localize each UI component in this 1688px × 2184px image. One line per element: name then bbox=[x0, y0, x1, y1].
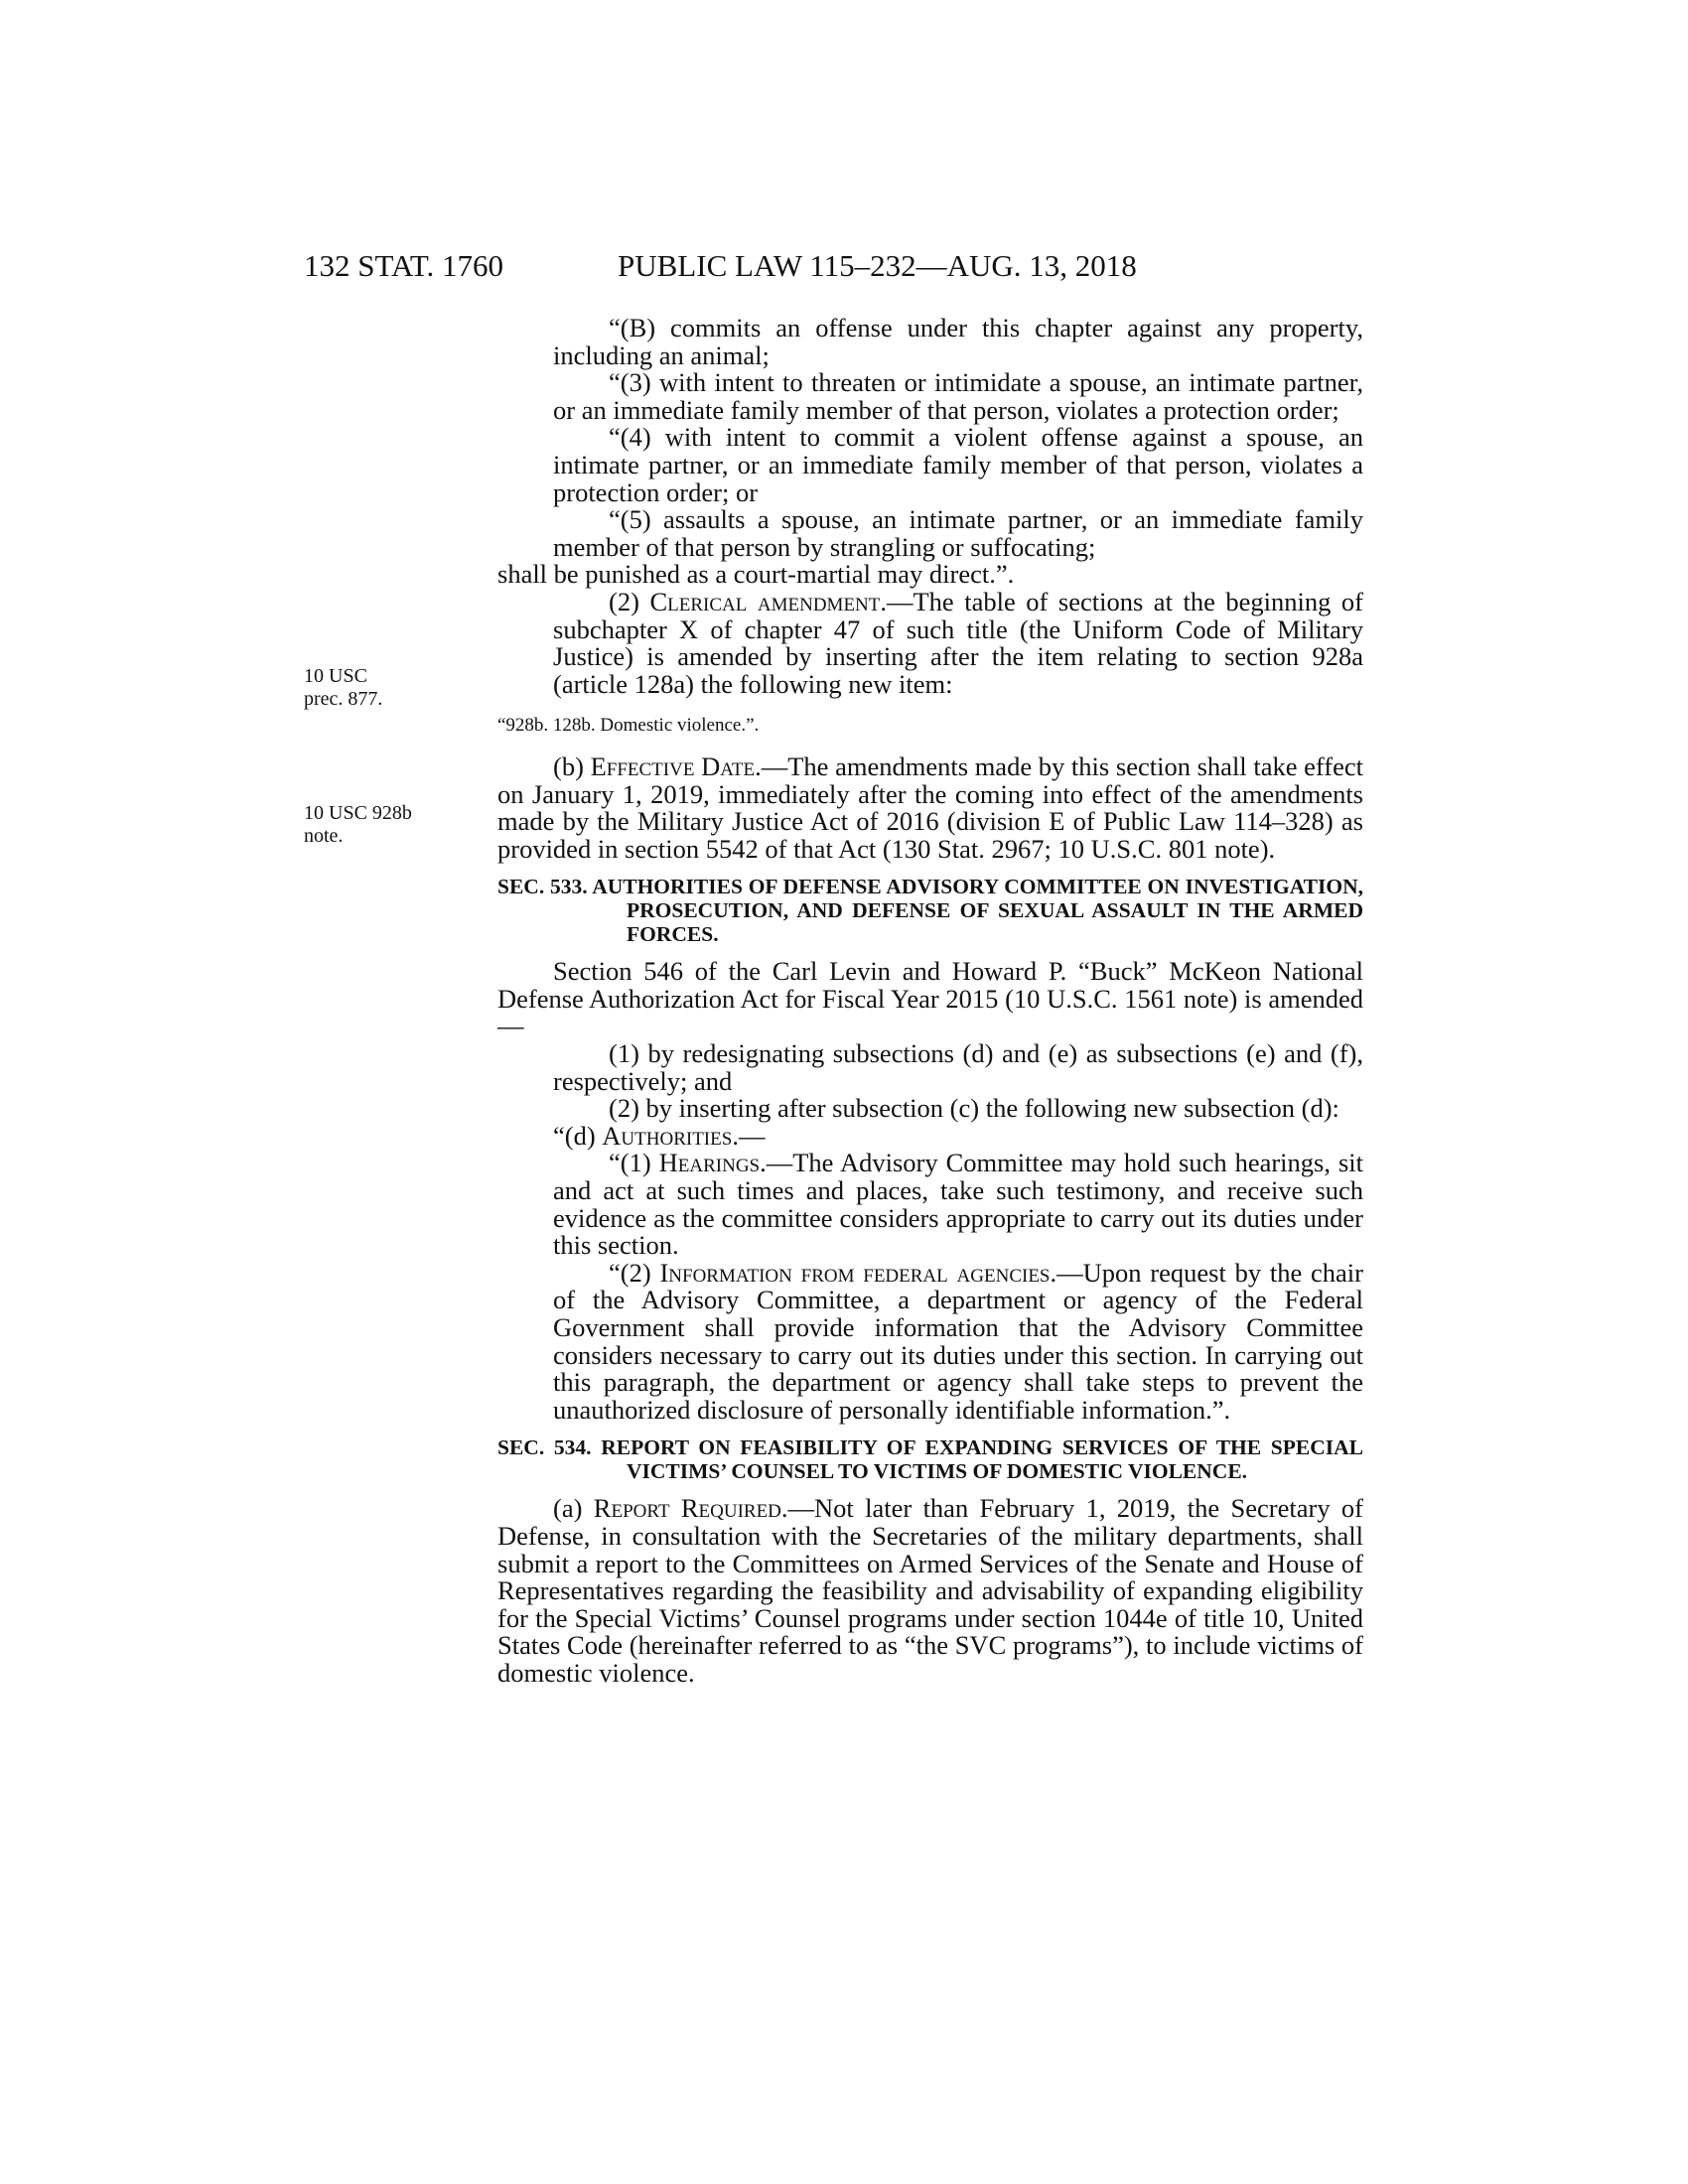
table-of-sections-item: “928b. 128b. Domestic violence.”. bbox=[497, 715, 760, 737]
paragraph-hearings bbox=[497, 1150, 1363, 1259]
page-header bbox=[0, 246, 1688, 286]
page-title: PUBLIC LAW 115–232—AUG. 13, 2018 bbox=[618, 248, 1137, 283]
paragraph-heading: Hearings bbox=[658, 1148, 761, 1178]
margin-note-line: 10 USC 928b bbox=[304, 802, 412, 824]
paragraph-text: .—The Advisory Committee may hold such hearings, sit and act at such times and places, take such testimony, and receive such evidence as the committee considers appropriate to carry out its duties under this section. bbox=[553, 1148, 1363, 1261]
paragraph-text: .—The table of sections at the beginning of subchapter X of chapter 47 of such title (the Uniform Code of Military Justice) is amended by inserting after the item relating to section 928a (article 128a) the following new item: bbox=[553, 586, 1363, 699]
margin-note-usc-prec-877 bbox=[304, 665, 483, 711]
paragraph-text: .—The amendments made by this section shall take effect on January 1, 2019, immediately after the coming into effect of the amendments made by the Military Justice Act of 2016 (division E of Public Law 114–328) as provided in section 5542 of that Act (130 Stat. 2967; 10 U.S.C. 801 note). bbox=[497, 751, 1363, 864]
paragraph-text: .—Not later than February 1, 2019, the Secretary of Defense, in consultation with the Secretaries of the military departments, shall submit a report to the Committees on Armed Services of the Senate and House of Representatives regarding the feasibility and advisability of expanding eligibility for the Special Victims’ Counsel programs under section 1044e of title 10, United States Code (hereinafter referred to as “the SVC programs”), to include victims of domestic violence. bbox=[497, 1493, 1364, 1688]
section-534-heading: SEC. 534. REPORT ON FEASIBILITY OF EXPANDING SERVICES OF THE SPECIAL VICTIMS’ COUNSEL TO VICTIMS OF DOMESTIC VIOLENCE. bbox=[497, 1435, 1363, 1484]
paragraph-punishment: shall be punished as a court-martial may direct.”. bbox=[497, 559, 1015, 590]
paragraph-label: “(d) bbox=[553, 1120, 603, 1151]
paragraph-effective-date bbox=[497, 753, 1363, 863]
paragraph-3-threaten: “(3) with intent to threaten or intimidate a spouse, an intimate partner, or an immediate family member of that person, violates a protection order; bbox=[553, 367, 1363, 425]
paragraph-label: “(1) bbox=[609, 1148, 659, 1178]
paragraph-heading: Authorities bbox=[602, 1120, 733, 1151]
paragraph-authorities bbox=[497, 1120, 1363, 1151]
paragraph-inserting: (2) by inserting after subsection (c) the following new subsection (d): bbox=[609, 1093, 1339, 1124]
paragraph-clerical-amendment bbox=[497, 586, 1363, 699]
paragraph-label: (2) bbox=[609, 586, 650, 616]
paragraph-text: .—Upon request by the chair of the Advisory Committee, a department or agency of the Federal Government shall provide information that the Advisory Committee considers necessary to carry out its duties under this section. In carrying out this paragraph, the department or agency shall take steps to prevent the unauthorized disclosure of personally identifiable information.”. bbox=[553, 1257, 1363, 1425]
paragraph-heading: Effective Date bbox=[590, 751, 756, 781]
paragraph-text: .— bbox=[732, 1120, 766, 1151]
section-533-heading: SEC. 533. AUTHORITIES OF DEFENSE ADVISORY COMMITTEE ON INVESTIGATION, PROSECUTION, AND DEFENSE OF SEXUAL ASSAULT IN THE ARMED FORCES. bbox=[497, 875, 1363, 947]
paragraph-heading: Clerical amendment bbox=[649, 586, 881, 616]
stat-page-number: 132 STAT. 1760 bbox=[304, 248, 504, 283]
paragraph-heading: Report Required bbox=[593, 1493, 781, 1524]
paragraph-5-assaults: “(5) assaults a spouse, an intimate partner, or an immediate family member of that person by strangling or suffocating; bbox=[553, 504, 1363, 562]
paragraph-label: (b) bbox=[553, 751, 591, 781]
paragraph-redesignating: (1) by redesignating subsections (d) and (e) as subsections (e) and (f), respectively; and bbox=[553, 1038, 1363, 1096]
margin-note-line: note. bbox=[304, 825, 344, 847]
paragraph-section-546: Section 546 of the Carl Levin and Howard P. “Buck” McKeon National Defense Authorization Act for Fiscal Year 2015 (10 U.S.C. 1561 note) is amended— bbox=[497, 956, 1363, 1041]
paragraph-report-required bbox=[497, 1495, 1363, 1687]
document-body bbox=[497, 315, 1363, 1688]
paragraph-b-property: “(B) commits an offense under this chapter against any property, including an animal; bbox=[553, 313, 1363, 370]
paragraph-label: “(2) bbox=[609, 1257, 660, 1288]
paragraph-heading: Information from federal agencies bbox=[659, 1257, 1051, 1288]
margin-note-usc-928b bbox=[304, 802, 483, 848]
margin-note-line: prec. 877. bbox=[304, 688, 383, 710]
margin-note-line: 10 USC bbox=[304, 665, 367, 687]
paragraph-4-violent-offense: “(4) with intent to commit a violent offense against a spouse, an intimate partner, or an immediate family member of that person, violates a protection order; or bbox=[553, 422, 1363, 507]
paragraph-information-federal-agencies bbox=[497, 1257, 1363, 1425]
paragraph-label: (a) bbox=[553, 1493, 594, 1524]
